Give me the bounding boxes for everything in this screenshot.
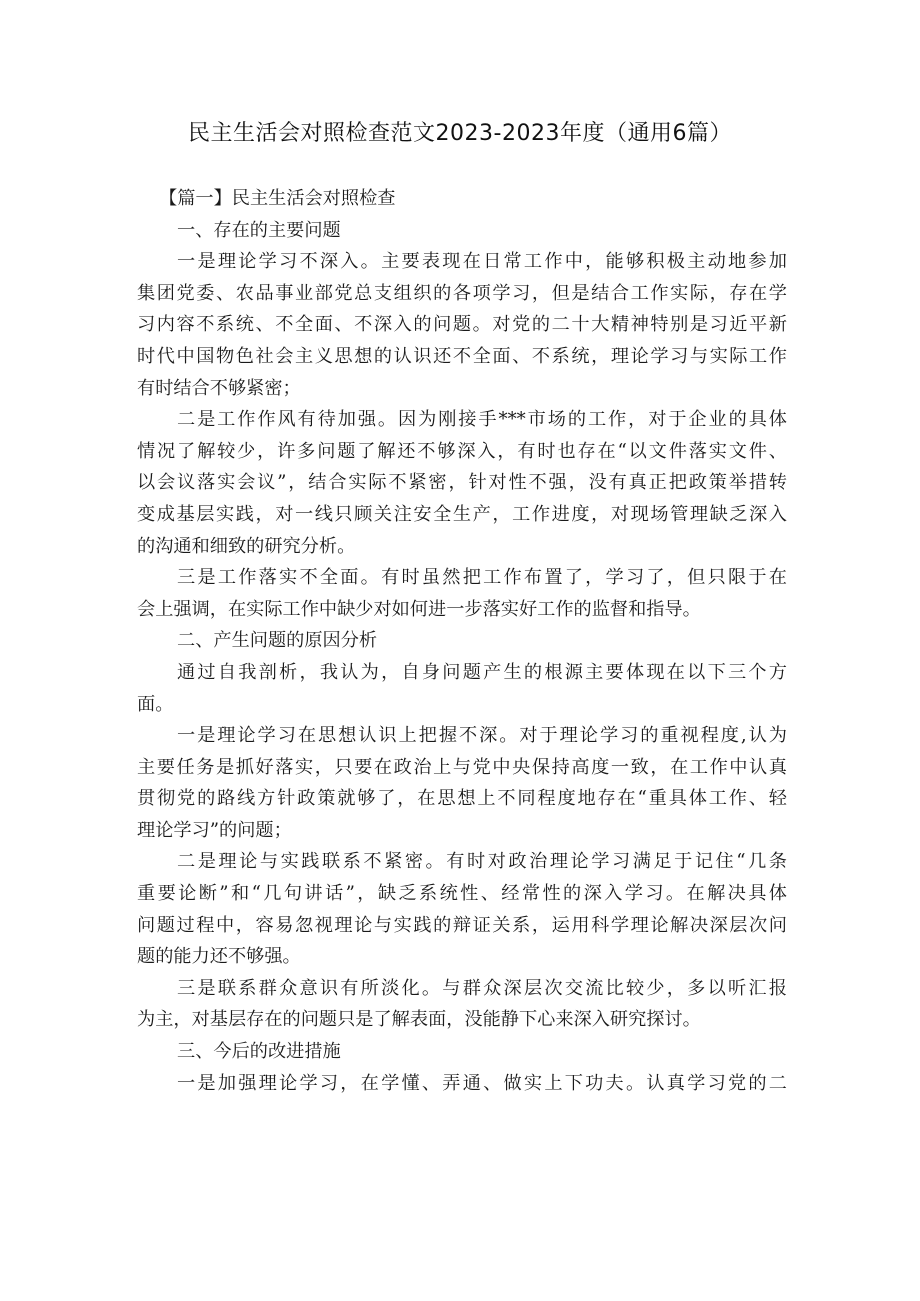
paragraph-line: 通过自我剖析，我认为，自身问题产生的根源主要体现在以下三个方 (177, 661, 787, 683)
document-body (137, 183, 787, 1099)
paragraph-line: 情况了解较少，许多问题了解还不够深入，有时也存在“以文件落实文件、 (137, 440, 787, 462)
paragraph-line: 问题过程中，容易忽视理论与实践的辩证关系，运用科学理论解决深层次问 (137, 914, 787, 936)
paragraph-line: 题的能力还不够强。 (137, 946, 301, 968)
paragraph-line: 二是工作作风有待加强。因为刚接手***市场的工作，对于企业的具体 (177, 409, 787, 431)
subsection-heading: 三、今后的改进措施 (177, 1041, 341, 1063)
paragraph-line: 三是工作落实不全面。有时虽然把工作布置了，学习了，但只限于在 (177, 567, 787, 589)
paragraph-line: 会上强调，在实际工作中缺少对如何进一步落实好工作的监督和指导。 (137, 598, 701, 620)
paragraph-line: 一是理论学习在思想认识上把握不深。对于理论学习的重视程度,认为 (177, 725, 787, 747)
paragraph-line: 习内容不系统、不全面、不深入的问题。对党的二十大精神特别是习近平新 (137, 314, 787, 336)
paragraph-line: 贯彻党的路线方针政策就够了，在思想上不同程度地存在“重具体工作、轻 (137, 788, 787, 810)
paragraph-line: 理论学习”的问题； (137, 819, 292, 841)
paragraph-line: 变成基层实践，对一线只顾关注安全生产，工作进度，对现场管理缺乏深入 (137, 503, 787, 525)
paragraph-line: 集团党委、农品事业部党总支组织的各项学习，但是结合工作实际，存在学 (137, 282, 787, 304)
paragraph-line: 面。 (137, 693, 174, 715)
paragraph-line: 有时结合不够紧密； (137, 377, 301, 399)
paragraph-line: 为主，对基层存在的问题只是了解表面，没能静下心来深入研究探讨。 (137, 1009, 701, 1031)
subsection-heading: 一、存在的主要问题 (177, 219, 341, 241)
paragraph-line: 以会议落实会议”，结合实际不紧密，针对性不强，没有真正把政策举措转 (137, 472, 787, 494)
paragraph-line: 时代中国物色社会主义思想的认识还不全面、不系统，理论学习与实际工作 (137, 345, 787, 367)
paragraph-line: 二是理论与实践联系不紧密。有时对政治理论学习满足于记住“几条 (177, 851, 787, 873)
paragraph-line: 的沟通和细致的研究分析。 (137, 535, 356, 557)
paragraph-line: 一是理论学习不深入。主要表现在日常工作中，能够积极主动地参加 (177, 251, 787, 273)
paragraph-line: 一是加强理论学习，在学懂、弄通、做实上下功夫。认真学习党的二 (177, 1072, 787, 1094)
section-heading: 【篇一】民主生活会对照检查 (159, 188, 396, 209)
paragraph-line: 重要论断”和“几句讲话”，缺乏系统性、经常性的深入学习。在解决具体 (137, 883, 787, 905)
subsection-heading: 二、产生问题的原因分析 (177, 630, 378, 652)
paragraph-line: 主要任务是抓好落实，只要在政治上与党中央保持高度一致，在工作中认真 (137, 756, 787, 778)
paragraph-line: 三是联系群众意识有所淡化。与群众深层次交流比较少，多以听汇报 (177, 977, 787, 999)
document-title: 民主生活会对照检查范文2023-2023年度（通用6篇） (188, 121, 732, 146)
